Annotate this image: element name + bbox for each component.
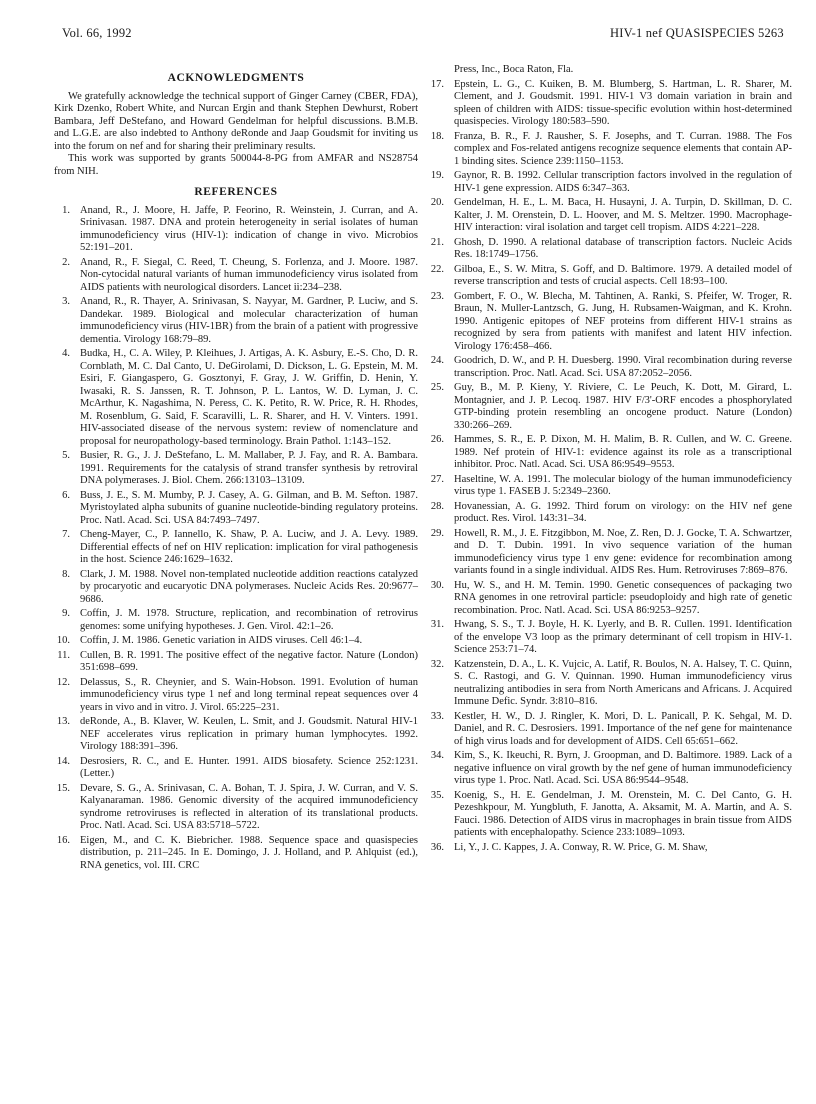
reference-text: Franza, B. R., F. J. Rausher, S. F. Josephs, and T. Curran. 1988. The Fos complex and Fos-related antigens recognize sequence elements that contain AP-1 binding sites. Science 239:1150–1153. [454, 130, 792, 167]
reference-item [428, 580, 792, 618]
reference-item [54, 650, 418, 675]
reference-number: 29. [430, 527, 444, 539]
reference-text: Devare, S. G., A. Srinivasan, C. A. Bohan, T. J. Spira, J. W. Curran, and V. S. Kalyanaraman. 1986. Genomic diversity of the acquired immunodeficiency syndrome retroviruses is reflected in alteration of its translational products. Proc. Natl. Acad. Sci. USA 83:5718–5722. [80, 782, 418, 831]
reference-item [428, 170, 792, 195]
right-column [428, 64, 792, 856]
reference-item [54, 296, 418, 346]
reference-number: 18. [430, 130, 444, 142]
reference-item [54, 529, 418, 567]
reference-item [54, 783, 418, 833]
reference-item [54, 608, 418, 633]
references-list-left [54, 205, 418, 873]
reference-item [54, 205, 418, 255]
reference-text: Hovanessian, A. G. 1992. Third forum on virology: on the HIV nef gene product. Res. Virol. 143:31–34. [454, 500, 792, 524]
reference-text: Hu, W. S., and H. M. Temin. 1990. Genetic consequences of packaging two RNA genomes in one retroviral particle: pseudoploidy and high rate of genetic recombination. Proc. Natl. Acad. Sci. USA 86:9253–9257. [454, 579, 792, 616]
reference-number: 10. [56, 635, 70, 646]
reference-item [428, 131, 792, 169]
reference-text: Hammes, S. R., E. P. Dixon, M. H. Malim, B. R. Cullen, and W. C. Greene. 1989. Nef protein of HIV-1: evidence against its role as a transcriptional inhibitor. Proc. Natl. Acad. Sci. USA 86:9549–9553. [454, 434, 792, 470]
reference-text: Buss, J. E., S. M. Mumby, P. J. Casey, A. G. Gilman, and B. M. Sefton. 1987. Myristoylated alpha subunits of guanine nucleotide-binding regulatory proteins. Proc. Natl. Acad. Sci. USA 84:7493–7497. [80, 489, 418, 526]
reference-item [54, 716, 418, 754]
reference-number: 36. [430, 841, 444, 853]
reference-number: 3. [62, 296, 70, 307]
reference-item [428, 619, 792, 657]
reference-item [428, 382, 792, 432]
reference-number: 35. [430, 789, 444, 801]
reference-number: 20. [430, 197, 444, 208]
reference-text: Guy, B., M. P. Kieny, Y. Riviere, C. Le Peuch, K. Dott, M. Girard, L. Montagnier, and J. P. Lecoq. 1987. HIV F/3'-ORF encodes a phosphorylated GTP-binding protein resembling an oncogene product. Nature (London) 330:266–269. [454, 382, 792, 431]
reference-text: deRonde, A., B. Klaver, W. Keulen, L. Smit, and J. Goudsmit. Natural HIV-1 NEF accelerates virus replication in primary human lymphocytes. 1992. Virology 188:391–396. [80, 716, 418, 752]
reference-number: 22. [430, 263, 444, 275]
reference-text: Goodrich, D. W., and P. H. Duesberg. 1990. Viral recombination during reverse transcription. Proc. Natl. Acad. Sci. USA 87:2052–2056. [454, 355, 792, 379]
reference-item [428, 842, 792, 855]
reference-text: Gendelman, H. E., L. M. Baca, H. Husayni, J. A. Turpin, D. Skillman, D. C. Kalter, J. M. Orenstein, D. L. Hoover, and M. S. Meltzer. 1990. Macrophage-HIV interaction: viral isolation and target cell tropism. AIDS 4:221–228. [454, 197, 792, 233]
reference-text: Haseltine, W. A. 1991. The molecular biology of the human immunodeficiency virus type 1. FASEB J. 5:2349–2360. [454, 473, 792, 497]
reference-number: 1. [62, 204, 70, 216]
acknowledgments-heading: ACKNOWLEDGMENTS [167, 72, 305, 84]
reference-number: 5. [62, 450, 70, 461]
reference-item [428, 790, 792, 840]
reference-text: Busier, R. G., J. J. DeStefano, L. M. Mallaber, P. J. Fay, and R. A. Bambara. 1991. Requirements for the catalysis of strand transfer synthesis by retroviral DNA polymerases. J. Biol. Chem. 266:13103–13109. [80, 450, 418, 486]
reference-number: 14. [56, 755, 70, 767]
acknowledgments-paragraph: We gratefully acknowledge the technical support of Ginger Carney (CBER, FDA), Kirk Dzenko, Robert White, and Nurcan Ergin and thank Stephen Dewhurst, Robert Bambara, Jeff DeStefano, and Howard Gendelman for helpful discussions. B.M.B. and L.G.E. are also indebted to Anthony deRonde and Jaap Goudsmit for inviting us into the forum on nef and for sharing their preliminary results. [54, 90, 418, 152]
reference-item [428, 264, 792, 289]
volume-header: Vol. 66, 1992 [62, 26, 132, 40]
reference-number: 33. [430, 710, 444, 722]
reference-text: Li, Y., J. C. Kappes, J. A. Conway, R. W. Price, G. M. Shaw, [454, 841, 708, 853]
reference-text: Clark, J. M. 1988. Novel non-templated nucleotide addition reactions catalyzed by procaryotic and eucaryotic DNA polymerases. Nucleic Acids Res. 20:9677–9686. [80, 568, 418, 605]
reference-number: 28. [430, 500, 444, 512]
reference-number: 7. [62, 529, 70, 540]
reference-item [54, 635, 418, 648]
reference-text: Coffin, J. M. 1986. Genetic variation in AIDS viruses. Cell 46:1–4. [80, 635, 363, 646]
funding-paragraph: This work was supported by grants 500044-8-PG from AMFAR and NS28754 from NIH. [54, 153, 418, 177]
reference-number: 26. [430, 434, 444, 445]
reference-text: Cheng-Mayer, C., P. Iannello, K. Shaw, P. A. Luciw, and J. A. Levy. 1989. Differential effects of nef on HIV replication: implication for viral pathogenesis in the host. Science 246:1629–1632. [80, 529, 418, 565]
references-list-right [428, 79, 792, 855]
page-number: 5263 [758, 26, 784, 40]
reference-text: Coffin, J. M. 1978. Structure, replication, and recombination of retrovirus genomes: some unifying hypotheses. J. Gen. Virol. 42:1–26. [80, 608, 418, 632]
reference-item [428, 291, 792, 354]
reference-text: Desrosiers, R. C., and E. Hunter. 1991. AIDS biosafety. Science 252:1231. (Letter.) [80, 755, 418, 779]
reference-item [428, 474, 792, 499]
reference-number: 2. [62, 256, 70, 268]
references-heading: REFERENCES [194, 186, 278, 198]
reference-item [54, 756, 418, 781]
reference-item [428, 659, 792, 709]
reference-text: Kestler, H. W., D. J. Ringler, K. Mori, D. L. Panicall, P. K. Sehgal, M. D. Daniel, and R. C. Desrosiers. 1991. Importance of the nef gene for maintenance of high virus loads and for development of AIDS. Cell 65:651–662. [454, 710, 792, 747]
reference-number: 27. [430, 473, 444, 485]
reference-item [54, 677, 418, 715]
reference-item [428, 434, 792, 472]
reference-item [54, 569, 418, 607]
reference-text: Budka, H., C. A. Wiley, P. Kleihues, J. Artigas, A. K. Asbury, E.-S. Cho, D. R. Cornblath, M. C. Dal Canto, U. DeGirolami, D. Dickson, L. G. Epstein, M. M. Esiri, F. Giangaspero, G. Gosztonyi, F. Gray, J. W. Griffin, D. Henin, Y. Iwasaki, R. S. Janssen, R. T. Johnson, P. L. Lantos, W. D. Lyman, J. C. McArthur, K. Nagashima, N. Peress, C. K. Petito, R. W. Price, R. H. Rhodes, M. Rosenblum, G. Said, F. Scaravilli, L. R. Sharer, and H. V. Vinters. 1991. HIV-associated disease of the nervous system: review of nomenclature and proposal for neuropathology-based terminology. Brain Pathol. 1:143–152. [80, 348, 418, 447]
reference-text: Anand, R., J. Moore, H. Jaffe, P. Feorino, R. Weinstein, J. Curran, and A. Srinivasan. 1987. DNA and protein heterogeneity in serial isolates of human immunodeficiency virus (HIV-1): indication of change in vivo. Microbios 52:191–201. [80, 204, 418, 253]
reference-item [428, 501, 792, 526]
reference-number: 4. [62, 348, 70, 359]
reference-text: Gilboa, E., S. W. Mitra, S. Goff, and D. Baltimore. 1979. A detailed model of reverse transcription and tests of crucial aspects. Cell 18:93–100. [454, 263, 792, 287]
reference-number: 17. [430, 78, 444, 90]
running-title: HIV-1 nef QUASISPECIES [610, 26, 755, 40]
reference-item [54, 257, 418, 295]
left-column [54, 72, 418, 874]
reference-number: 8. [62, 568, 70, 580]
reference-number: 24. [430, 355, 444, 366]
reference-number: 6. [62, 489, 70, 501]
reference-item [54, 490, 418, 528]
reference-text: Gombert, F. O., W. Blecha, M. Tahtinen, A. Ranki, S. Pfeifer, W. Troger, R. Braun, N. Muller-Lantzsch, G. Jung, H. Rubsamen-Waigman, and K. Krohn. 1990. Antigenic epitopes of NEF proteins from different HIV-1 strains as recognized by sera from patients with manifest and latent HIV infection. Virology 176:458–466. [454, 290, 792, 352]
reference-item [428, 197, 792, 235]
reference-text: Katzenstein, D. A., L. K. Vujcic, A. Latif, R. Boulos, N. A. Halsey, T. C. Quinn, S. C. Rastogi, and G. V. Quinnan. 1990. Human immunodeficiency virus neutralizing antibodies in sera from North Americans and Africans. J. Acquired Immune Defic. Syndr. 3:810–816. [454, 658, 792, 707]
reference-number: 11. [57, 649, 70, 661]
reference-text: Anand, R., F. Siegal, C. Reed, T. Cheung, S. Forlenza, and J. Moore. 1987. Non-cytocidal natural variants of human immunodeficiency virus isolated from AIDS patients with neurological disorders. Lancet ii:234–238. [80, 256, 418, 293]
reference-text: Hwang, S. S., T. J. Boyle, H. K. Lyerly, and B. R. Cullen. 1991. Identification of the envelope V3 loop as the primary determinant of cell tropism in HIV-1. Science 253:71–74. [454, 619, 792, 655]
reference-item [428, 79, 792, 129]
reference-text: Eigen, M., and C. K. Biebricher. 1988. Sequence space and quasispecies distribution, p. 211–245. In E. Domingo, J. J. Holland, and P. Ahlquist (ed.), RNA genetics, vol. III. CRC [80, 834, 418, 871]
reference-item [428, 237, 792, 262]
reference-item [428, 711, 792, 749]
reference-continuation: Press, Inc., Boca Raton, Fla. [454, 64, 574, 75]
reference-item [54, 348, 418, 448]
reference-number: 25. [430, 382, 444, 393]
reference-number: 32. [430, 658, 444, 670]
reference-number: 16. [56, 834, 70, 846]
reference-text: Cullen, B. R. 1991. The positive effect of the negative factor. Nature (London) 351:698–699. [80, 649, 418, 673]
reference-item [54, 450, 418, 488]
reference-item [54, 835, 418, 873]
reference-number: 21. [430, 236, 444, 248]
reference-text: Epstein, L. G., C. Kuiken, B. M. Blumberg, S. Hartman, L. R. Sharer, M. Clement, and J. Goudsmit. 1991. HIV-1 V3 domain variation in brain and spleen of children with AIDS: tissue-specific evolution within host-determined quasispecies. Virology 180:583–590. [454, 78, 792, 127]
reference-item [428, 750, 792, 788]
reference-item [428, 528, 792, 578]
reference-item [428, 355, 792, 380]
reference-number: 19. [430, 170, 444, 181]
reference-number: 34. [430, 750, 444, 761]
reference-number: 15. [56, 782, 70, 794]
reference-number: 23. [430, 290, 444, 302]
reference-number: 9. [62, 608, 70, 619]
reference-text: Howell, R. M., J. E. Fitzgibbon, M. Noe, Z. Ren, D. J. Gocke, T. A. Schwartzer, and D. T. Dubin. 1991. In vivo sequence variation of the human immunodeficiency virus type 1 env gene: evidence for recombination among variants found in a single individual. AIDS Res. Hum. Retroviruses 7:869–876. [454, 527, 792, 576]
reference-number: 31. [430, 619, 444, 630]
reference-text: Anand, R., R. Thayer, A. Srinivasan, S. Nayyar, M. Gardner, P. Luciw, and S. Dandekar. 1989. Biological and molecular characterization of human immunodeficiency virus (HIV-1BR) from the brain of a patient with progressive dementia. Virology 168:79–89. [80, 296, 418, 345]
reference-number: 13. [56, 716, 70, 727]
reference-text: Koenig, S., H. E. Gendelman, J. M. Orenstein, M. C. Del Canto, G. H. Pezeshkpour, M. Yungbluth, F. Janotta, A. Aksamit, M. A. Martin, and A. S. Fauci. 1986. Detection of AIDS virus in macrophages in brain tissue from AIDS patients with encephalopathy. Science 233:1089–1093. [454, 789, 792, 838]
reference-text: Kim, S., K. Ikeuchi, R. Byrn, J. Groopman, and D. Baltimore. 1989. Lack of a negative influence on viral growth by the nef gene of human immunodeficiency virus type 1. Proc. Natl. Acad. Sci. USA 86:9544–9548. [454, 750, 792, 786]
reference-number: 12. [56, 676, 70, 688]
reference-text: Ghosh, D. 1990. A relational database of transcription factors. Nucleic Acids Res. 18:1749–1756. [454, 236, 792, 260]
reference-text: Delassus, S., R. Cheynier, and S. Wain-Hobson. 1991. Evolution of human immunodeficiency virus type 1 nef and long terminal repeat sequences over 4 years in vivo and in vitro. J. Virol. 65:225–231. [80, 676, 418, 713]
reference-text: Gaynor, R. B. 1992. Cellular transcription factors involved in the regulation of HIV-1 gene expression. AIDS 6:347–363. [454, 170, 792, 194]
reference-number: 30. [430, 579, 444, 591]
